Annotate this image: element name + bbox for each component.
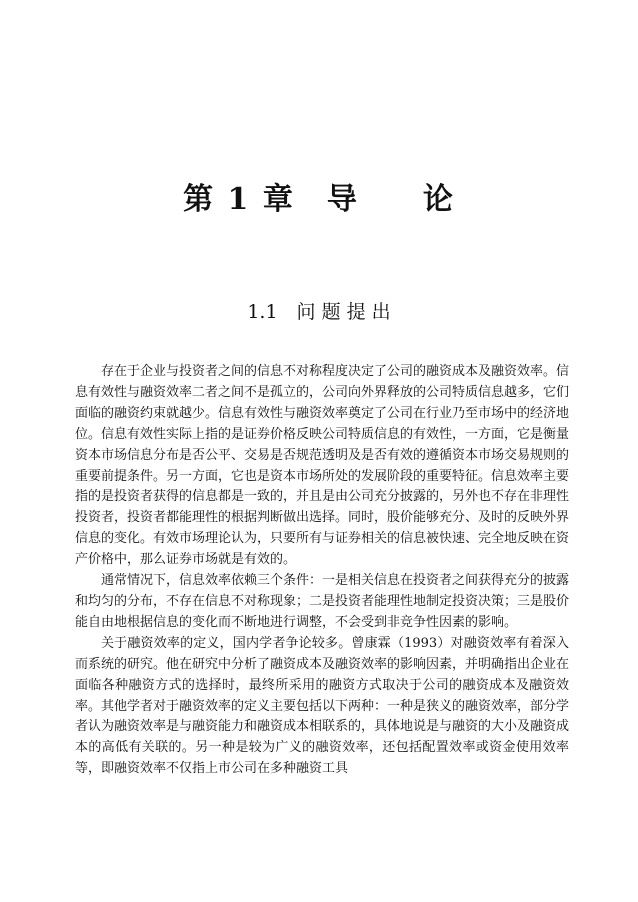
paragraph: 通常情况下，信息效率依赖三个条件：一是相关信息在投资者之间获得充分的披露和均匀的分布，不存在信息不对称现象；二是投资者能理性地制定投资决策；三是股价能自由地根据信息的变化而不断地进行调整，不会受到非竞争性因素的影响。 (75, 573, 570, 630)
chapter-title: 第 1 章 导 论 (183, 182, 455, 217)
paragraph: 存在于企业与投资者之间的信息不对称程度决定了公司的融资成本及融资效率。信息有效性与融资效率二者之间不是孤立的，公司向外界释放的公司特质信息越多，它们面临的融资约束就越少。信息有效性与融资效率奠定了公司在行业乃至市场中的经济地位。信息有效性实际上指的是证券价格反映公司特质信息的有效性，一方面，它是衡量资本市场信息分布是否公平、交易是否规范透明及是否有效的遵循资本市场交易规则的重要前提条件。另一方面，它也是资本市场所处的发展阶段的重要特征。信息效率主要指的是投资者获得的信息都是一致的，并且是由公司充分披露的，另外也不存在非理性投资者，投资者都能理性的根据判断做出选择。同时，股价能够充分、及时的反映外界信息的变化。有效市场理论认为，只要所有与证券相关的信息被快速、完全地反映在资产价格中，那么证券市场就是有效的。 (75, 364, 570, 568)
paragraph: 关于融资效率的定义，国内学者争论较多。曾康霖（1993）对融资效率有着深入而系统的研究。他在研究中分析了融资成本及融资效率的影响因素，并明确指出企业在面临各种融资方式的选择时，最终所采用的融资方式取决于公司的融资成本及融资效率。其他学者对于融资效率的定义主要包括以下两种：一种是狭义的融资效率，部分学者认为融资效率是与融资能力和融资成本相联系的，具体地说是与融资的大小及融资成本的高低有关联的。另一种是较为广义的融资效率，还包括配置效率或资金使用效率等，即融资效率不仅指上市公司在多种融资工具 (75, 635, 570, 777)
body-text (75, 362, 569, 780)
section-title: 1.1 问 题 提 出 (247, 301, 391, 323)
